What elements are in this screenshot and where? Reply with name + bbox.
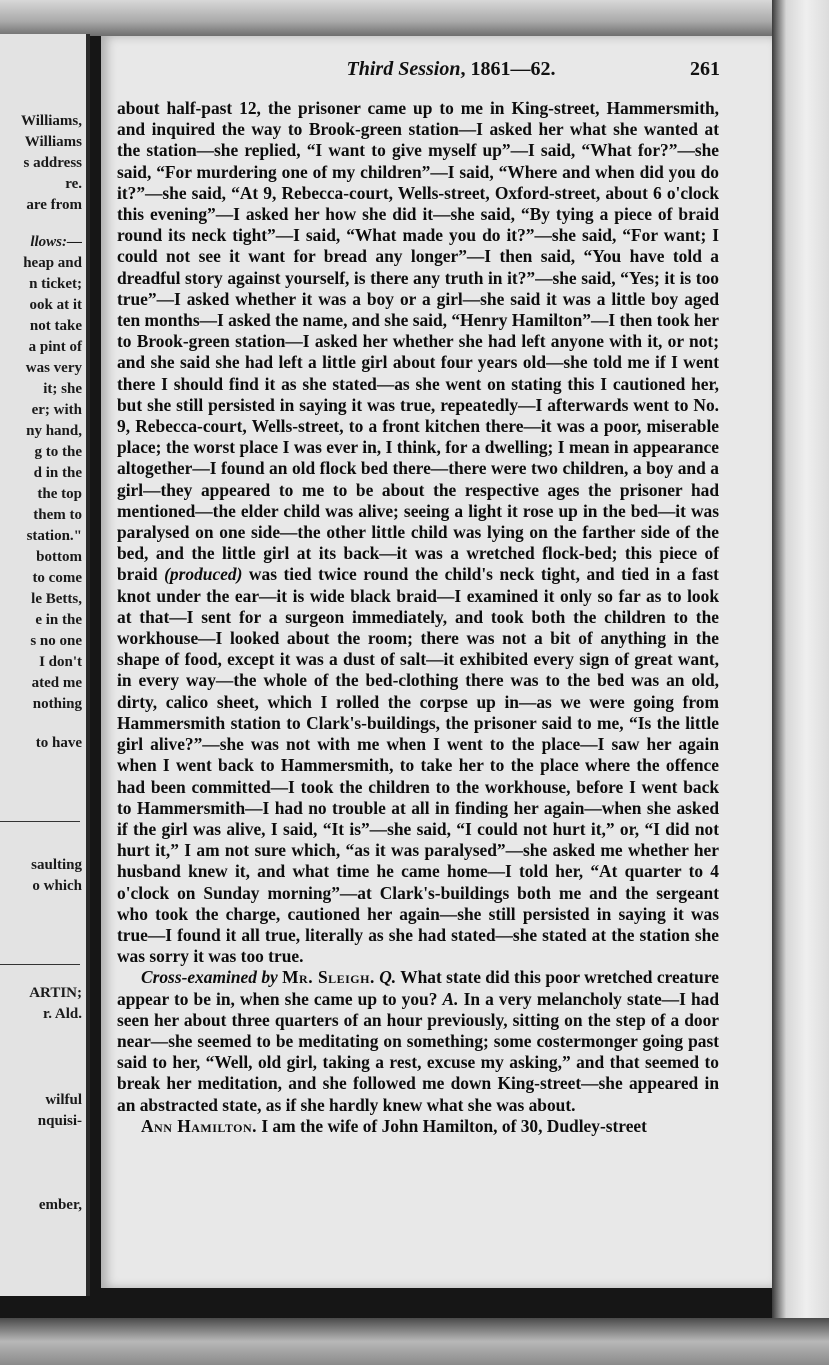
main-page xyxy=(101,36,772,1288)
scan-bottom-edge xyxy=(0,1318,829,1365)
left-page-line: wilful xyxy=(45,1092,82,1108)
paragraph-text: about half-past 12, the prisoner came up to me in King-street, Hammersmith, and inquired the way to Brook-green station—I asked her what she wanted at the station—she replied, “I want to give myself up”—I said, “What for?”—she said, “For murdering one of my children”—I said, “Where and when did you do it?”—she said, “At 9, Rebecca-court, Wells-street, Oxford-street, about 6 o'clock this evening”—I asked her how she did it—she said, “By tying a piece of braid round its neck tight”—I said, “What made you do it?”—she said, “For want; I could not see it want for bread any longer”—I then said, “You have told a dreadful story against yourself, is there any truth in it?”—she said, “Yes; it is too true”—I asked whether it was a boy or a girl—she said it was a little boy aged ten months—I asked the name, and she said, “Henry Hamilton”—I then took her to Brook-green station—I asked her whether she had left anyone with it, or not; and she said she had left a little girl about four years old—she told me if I went there I should find it as she stated—as she went on stating this I cautioned her, but she still persisted in saying it was true, repeatedly—I afterwards went to No. 9, Rebecca-court, Wells-street, to a front kitchen there—it was a poor, miserable place; the worst place I was ever in, I think, for a dwelling; I mean in appearance altogether—I found an old flock bed there—there were two children, a boy and a girl—they appeared to me to be about the respective ages the prisoner had mentioned—the elder child was alive; seeing a light it rose up in the bed—it was paralysed on one side—the other little child was lying on the farther side of the bed, and the little girl at its back—it was a wretched flock-bed; this piece of braid xyxy=(117,98,719,585)
left-page-line: o which xyxy=(32,878,82,894)
left-page-line: I don't xyxy=(39,654,82,670)
left-page-line: nquisi- xyxy=(37,1113,82,1129)
left-page-line: ember, xyxy=(38,1197,82,1213)
left-facing-page xyxy=(0,34,90,1296)
produced-note: (produced) xyxy=(164,564,243,585)
left-page-line: nothing xyxy=(32,696,82,712)
cross-examination-paragraph xyxy=(117,967,719,1115)
scan-right-edge xyxy=(772,0,829,1365)
left-page-line: ated me xyxy=(31,675,82,691)
left-page-line: g to the xyxy=(34,444,82,460)
left-page-rule xyxy=(0,964,80,965)
left-page-line: er; with xyxy=(31,402,82,418)
witness-name: Ann Hamilton. xyxy=(141,1115,257,1136)
session-years: , 1861—62. xyxy=(460,58,556,80)
left-page-line: not take xyxy=(29,318,82,334)
left-page-line: llows:— xyxy=(30,234,82,250)
left-page-line: n ticket; xyxy=(29,276,82,292)
left-page-line: heap and xyxy=(23,255,82,271)
left-page-line: the top xyxy=(37,486,82,502)
left-page-line: a pint of xyxy=(28,339,82,355)
left-page-line: r. Ald. xyxy=(42,1006,82,1022)
running-head xyxy=(311,58,591,81)
left-page-line: re. xyxy=(65,176,82,192)
left-page-line: le Betts, xyxy=(31,591,82,607)
left-page-line: was very xyxy=(25,360,82,376)
left-page-line: station." xyxy=(26,528,82,544)
witness-paragraph xyxy=(117,1116,719,1137)
left-page-line: to have xyxy=(35,735,82,751)
left-page-line: Williams, xyxy=(21,113,82,129)
witness-text: I am the wife of John Hamilton, of 30, Dudley-street xyxy=(256,1115,647,1136)
page-number: 261 xyxy=(690,58,720,80)
left-page-line: s address xyxy=(23,155,82,171)
left-page-line: to come xyxy=(32,570,82,586)
paragraph-text-continued: was tied twice round the child's neck tight, and tied in a fast knot under the ear—it is wide black braid—I examined it only so far as to look at that—I sent for a surgeon immediately, and took both the children to the workhouse—I looked about the room; there was not a bit of anything in the shape of food, except it was a dust of salt—it exhibited every sign of great want, in every way—the whole of the bed-clothing there was to the bed was an old, dirty, calico sheet, which I rolled the corpse up in—as we were going from Hammersmith station to Clark's-buildings, the prisoner said to me, “Is the little girl alive?”—she was not with me when I went to the place—I saw her again when I went back to Hammersmith, to take her to the place where the offence had been committed—I took the children to the workhouse, before I went back to Hammersmith—I had no trouble at all in finding her again—when she asked if the girl was alive, I said, “It is”—she said, “I could not hurt it,” or, “I did not hurt it,” I am not sure which, “as it was paralysed”—she asked me whether her husband knew it, and what time he came home—I told her, “At quarter to 4 o'clock on Sunday morning”—at Clark's-buildings both me and the sergeant who took the charge, cautioned her again—she still persisted in saying it was true—I found it all true, literally as she had stated—she stated at the station she was sorry it was too true. xyxy=(117,564,719,967)
testimony-paragraph xyxy=(117,98,719,967)
page-body xyxy=(117,98,719,1137)
left-page-line: e in the xyxy=(35,612,82,628)
question-text: What state did this poor wretched creature appear to be in, when she came up to you? xyxy=(117,967,719,1009)
left-page-line: s no one xyxy=(30,633,82,649)
scan-top-edge xyxy=(0,0,829,36)
left-page-line: d in the xyxy=(33,465,82,481)
left-page-line: them to xyxy=(33,507,82,523)
left-page-line: bottom xyxy=(36,549,82,565)
session-title: Third Session xyxy=(346,58,461,80)
left-page-line: it; she xyxy=(43,381,82,397)
left-page-line: saulting xyxy=(31,857,82,873)
cross-examined-label: Cross-examined by xyxy=(141,967,278,988)
question-label: Q. xyxy=(379,967,397,988)
counsel-name: Mr. Sleigh. xyxy=(282,967,375,988)
left-page-line: ny hand, xyxy=(26,423,82,439)
answer-label: A. xyxy=(442,988,459,1009)
left-page-rule xyxy=(0,821,80,822)
left-page-line: ook at it xyxy=(29,297,82,313)
left-page-line: ARTIN; xyxy=(29,985,82,1001)
left-page-line: Williams xyxy=(24,134,82,150)
answer-text: In a very melancholy state—I had seen her about three quarters of an hour previously, sitting on the step of a door near—she seemed to be meditating on something; some costermonger going past said to her, “Well, old girl, taking a rest, excuse my asking,” and that seemed to break her meditation, and she followed me down King-street—she appeared in an abstracted state, as if she hardly knew what she was about. xyxy=(117,988,719,1115)
left-page-line: are from xyxy=(26,197,82,213)
